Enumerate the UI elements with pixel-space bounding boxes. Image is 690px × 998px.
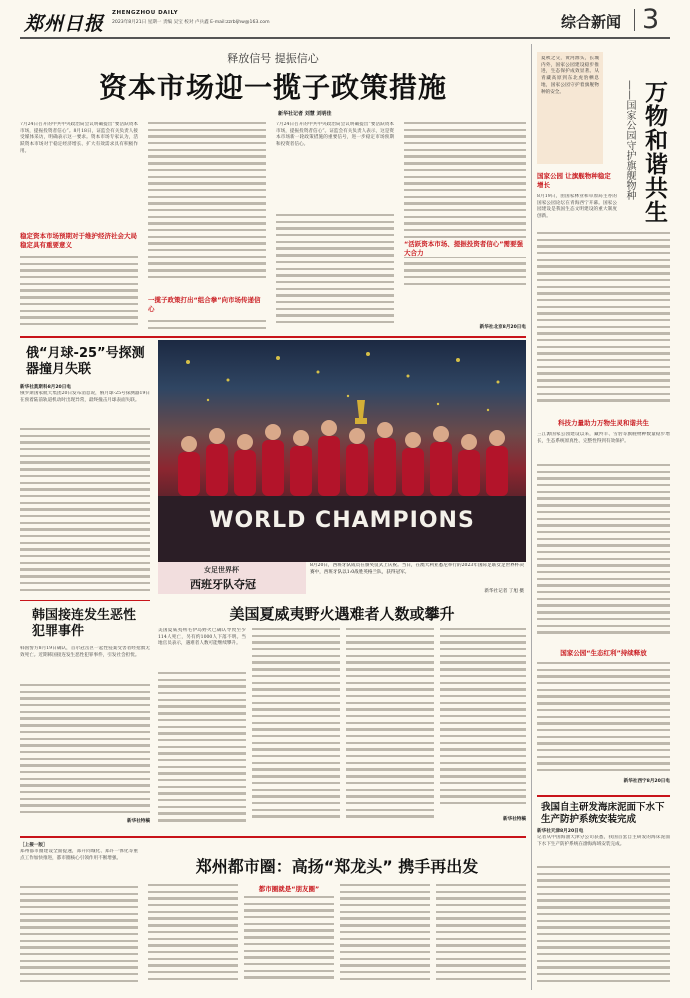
moon-dateline: 新华社莫斯科8月20日电	[20, 385, 71, 390]
lead-paragraph: 7月24日召开的中共中央政治局会议明确提出“要活跃资本市场，提振投资者信心”。8月18日，证监会有关负责人接受媒体采访，明确表示这一要求。资本市场专家认为，活跃资本市场对于稳定经济增长、扩大有效需求具有积极作用。	[20, 122, 138, 154]
section-divider	[20, 836, 526, 838]
moon-text-lines	[20, 428, 150, 596]
zhengzhou-text-lines	[20, 886, 138, 990]
hawaii-paragraph: 美国夏威夷州毛伊岛野火已确认导致至少114人死亡，另有约1000人下落不明。当地官员表示，遇难者人数可能继续攀升。	[158, 628, 246, 647]
photo-caption-credit: 新华社记者 丁旭 摄	[484, 589, 524, 594]
feature-summary: 夏秋之交，黄河源头，长城内外，国家公园建设稳步推进，生态保护成效显著。从青藏高原到东北虎豹栖息地，国家公园守护着旗舰物种的安全。	[541, 56, 599, 95]
section-divider	[20, 600, 150, 601]
news-photo	[158, 340, 526, 562]
feature-text-lines	[537, 662, 670, 778]
zhengzhou-text-lines	[436, 884, 526, 990]
hawaii-dateline: 新华社特稿	[503, 817, 526, 822]
feature-subhead: 科技力量助力万物生灵和谐共生	[558, 419, 649, 427]
lead-subhead: 稳定资本市场预期对于维护经济社会大局稳定具有重要意义	[20, 232, 137, 249]
korea-text-lines	[20, 684, 150, 818]
lead-text-lines	[20, 256, 138, 334]
feature-text-lines	[537, 232, 670, 408]
seabed-headline: 我国自主研发海床泥面下水下生产防护系统安装完成	[541, 802, 665, 825]
lead-dateline: 新华社北京8月20日电	[479, 325, 526, 330]
korea-headline: 韩国接连发生恶性犯罪事件	[32, 608, 137, 639]
photo-tag-title: 西班牙队夺冠	[190, 578, 256, 591]
lead-paragraph: 7月24日召开的中共中央政治局会议明确提出“要活跃资本市场，提振投资者信心”。证监会有关负责人表示，这是资本市场新一轮政策措施的重要信号，进一步稳定市场预期和投资者信心。	[276, 122, 394, 148]
lead-text-lines	[276, 214, 394, 334]
hawaii-headline: 美国夏威夷野火遇难者人数或攀升	[229, 605, 455, 623]
section-divider	[537, 795, 670, 797]
photo-caption-block	[158, 562, 526, 594]
zhengzhou-subhead: 都市圈就是“朋友圈”	[258, 885, 320, 893]
feature-subhead: 国家公园“生态红利”持续释放	[560, 649, 647, 657]
photo-caption: 8月20日，西班牙队成员在颁奖仪式上庆祝。当日，在澳大利亚悉尼举行的2023年国际足联女足世界杯决赛中，西班牙队以1:0战胜英格兰队，获得冠军。	[310, 563, 524, 575]
feature-title: 万物和谐共生	[641, 80, 667, 224]
zhengzhou-text-lines	[340, 884, 430, 990]
page-number-divider	[634, 9, 635, 31]
seabed-article	[537, 800, 670, 990]
lead-text-lines	[404, 122, 526, 296]
feature-article	[537, 44, 670, 790]
zhengzhou-article	[20, 840, 526, 990]
masthead-en: ZHENGZHOU DAILY	[112, 10, 179, 16]
feature-subhead: 国家公园 让旗舰物种稳定增长	[537, 172, 611, 189]
seabed-text-lines	[537, 866, 670, 988]
feature-subtitle: ——国家公园守护旗舰物种	[624, 80, 635, 200]
masthead-logo: 郑州日报	[24, 13, 105, 35]
korea-dateline: 新华社特稿	[127, 819, 150, 824]
zhengzhou-text-lines	[244, 896, 334, 990]
seabed-dateline: 新华社天津8月20日电	[537, 829, 584, 834]
photo-tag-label: 女足世界杯	[204, 566, 239, 574]
page-number: 3	[642, 4, 660, 35]
moon-paragraph: 俄罗斯国家航天集团20日发布消息说，俄月球-25号探测器19日在预着陆前轨道机动时出现异常，最终撞击月球表面失联。	[20, 391, 150, 403]
feature-text-lines	[537, 464, 670, 640]
section-name: 综合新闻	[561, 13, 622, 31]
lead-headline: 资本市场迎一揽子政策措施	[98, 71, 447, 104]
korea-article	[20, 604, 150, 830]
korea-paragraph: 韩国警方8月19日确认，首尔冠岳区一起性侵案受害者经抢救无效死亡。近期韩国接连发生恶性犯罪事件，引发社会担忧。	[20, 646, 150, 658]
masthead-rule	[20, 37, 670, 39]
lead-byline: 新华社记者 刘慧 刘明佳	[278, 111, 332, 117]
zhengzhou-kicker: ［上接一版］	[20, 843, 48, 848]
hawaii-text-lines	[158, 672, 246, 824]
hawaii-text-lines	[252, 628, 340, 824]
zhengzhou-text-lines	[148, 884, 238, 990]
masthead	[0, 0, 690, 40]
section-divider	[20, 336, 526, 338]
seabed-paragraph: 记者从中国海油天津分公司获悉，我国首套自主研发的海床泥面下水下生产防护系统在渤海海域安装完成。	[537, 835, 670, 847]
moon-article	[20, 340, 150, 598]
lead-kicker: 释放信号 提振信心	[227, 52, 319, 65]
lead-subhead: 一揽子政策打出“组合拳”向市场传递信心	[148, 296, 261, 313]
lead-text-lines	[148, 122, 266, 290]
lead-article	[20, 44, 526, 335]
moon-headline: 俄“月球-25”号探测器撞月失联	[26, 346, 145, 377]
photo-tag	[158, 562, 306, 594]
hawaii-text-lines	[346, 628, 434, 824]
feature-summary-box	[537, 52, 603, 164]
zhengzhou-headline: 郑州都市圈：高扬“郑龙头” 携手再出发	[195, 857, 479, 876]
hawaii-article	[158, 598, 526, 830]
photo-banner-text: WORLD CHAMPIONS	[209, 508, 475, 533]
column-divider	[531, 44, 532, 990]
lead-subhead: “活跃资本市场、提振投资者信心”需要强大合力	[404, 240, 526, 257]
feature-paragraph: 8月19日，由国家林业和草原局主办的国家公园论坛在青海西宁开幕。国家公园建设是我国生态文明建设的重大制度创新。	[537, 194, 617, 220]
feature-dateline: 新华社西宁8月20日电	[623, 779, 670, 784]
hawaii-text-lines	[440, 628, 526, 810]
masthead-date-line: 2023年8月21日 星期一 责编 吴宝 校对 卢兵鑫 E-mail:zzrbljhw@163.com	[112, 20, 270, 25]
zhengzhou-paragraph: 郑州都市圈建设全面提速，郑开同城化、郑许一体化等重点工作加快推进，都市圈核心引领作用不断增强。	[20, 849, 138, 861]
lead-text-lines	[148, 320, 266, 334]
feature-paragraph: 三江源国家公园建设以来，藏羚羊、雪豹等旗舰物种数量稳步增长，生态系统原真性、完整性得到有效保护。	[537, 432, 670, 444]
